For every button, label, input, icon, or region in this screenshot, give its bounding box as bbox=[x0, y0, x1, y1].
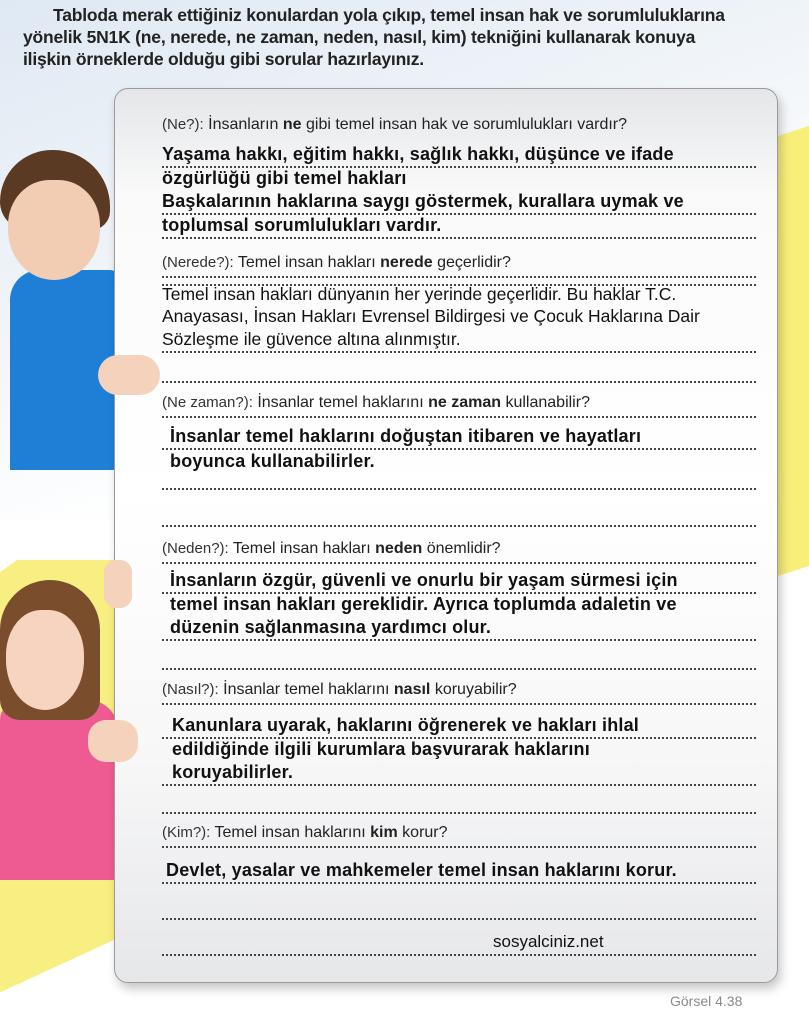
question-text: İnsanlar temel haklarını bbox=[223, 681, 390, 698]
watermark-text: sosyalciniz.net bbox=[493, 932, 604, 951]
boy-illustration bbox=[0, 140, 120, 470]
blank-answer-line[interactable] bbox=[162, 359, 756, 383]
blank-answer-line[interactable] bbox=[162, 466, 756, 490]
question-kim bbox=[162, 824, 756, 848]
question-text: kullanabilir? bbox=[505, 394, 590, 411]
answer-line[interactable]: Kanunlara uyarak, haklarını öğrenerek ve hakları ihlal bbox=[162, 715, 756, 739]
question-label: (Neden?): bbox=[162, 540, 229, 557]
girl-hand-top bbox=[104, 560, 132, 608]
answer-line[interactable]: Anayasası, İnsan Hakları Evrensel Bildirgesi ve Çocuk Haklarına Dair bbox=[162, 306, 700, 326]
question-text: Temel insan hakları bbox=[237, 254, 376, 271]
question-text: korur? bbox=[402, 824, 448, 841]
question-text: önemlidir? bbox=[426, 540, 501, 557]
boy-hand bbox=[98, 355, 160, 395]
girl-face bbox=[6, 610, 84, 710]
blank-answer-line[interactable] bbox=[162, 932, 756, 956]
answer-line[interactable]: özgürlüğü gibi temel hakları bbox=[162, 168, 407, 188]
boy-face bbox=[8, 180, 100, 280]
answer-line[interactable]: düzenin sağlanmasına yardımcı olur. bbox=[162, 617, 756, 641]
figure-caption: Görsel 4.38 bbox=[670, 993, 743, 1009]
answer-line[interactable]: toplumsal sorumlulukları vardır. bbox=[162, 215, 756, 239]
question-text: Temel insan hakları bbox=[232, 540, 371, 557]
question-keyword: kim bbox=[370, 824, 398, 841]
answer-line[interactable]: Başkalarının haklarına saygı göstermek, kurallara uymak ve bbox=[162, 191, 756, 215]
question-label: (Nasıl?): bbox=[162, 681, 219, 698]
blank-answer-line[interactable] bbox=[162, 503, 756, 527]
question-keyword: nasıl bbox=[393, 681, 431, 698]
answer-line[interactable]: temel insan hakları gereklidir. Ayrıca toplumda adaletin ve bbox=[170, 594, 677, 614]
question-label: (Ne?): bbox=[162, 116, 204, 133]
instructions-paragraph bbox=[23, 4, 793, 70]
question-label: (Ne zaman?): bbox=[162, 394, 253, 411]
question-ne-zaman bbox=[162, 394, 756, 418]
question-text: geçerlidir? bbox=[437, 254, 511, 271]
question-nasil bbox=[162, 681, 756, 705]
question-keyword: nerede bbox=[380, 254, 433, 271]
instructions-line-2: yönelik 5N1K (ne, nerede, ne zaman, neden, nasıl, kim) tekniğini kullanarak konuya bbox=[23, 27, 696, 47]
answer-line[interactable]: edildiğinde ilgili kurumlara başvurarak haklarını bbox=[172, 739, 590, 759]
blank-answer-line[interactable] bbox=[162, 790, 756, 814]
question-keyword: ne bbox=[282, 116, 302, 133]
question-keyword: neden bbox=[375, 540, 423, 557]
question-text: gibi temel insan hak ve sorumlulukları vardır? bbox=[305, 116, 628, 133]
question-ne bbox=[162, 116, 756, 138]
question-label: (Kim?): bbox=[162, 824, 211, 841]
dotted-rule bbox=[162, 284, 756, 286]
blank-answer-line[interactable] bbox=[162, 646, 756, 670]
girl-hand bbox=[88, 720, 138, 762]
answer-line[interactable]: İnsanların özgür, güvenli ve onurlu bir yaşam sürmesi için bbox=[162, 570, 756, 594]
instructions-line-3: ilişkin örneklerde olduğu gibi sorular hazırlayınız. bbox=[23, 49, 424, 69]
question-label: (Nerede?): bbox=[162, 254, 234, 271]
question-text: Temel insan haklarını bbox=[214, 824, 366, 841]
instructions-line-1: Tabloda merak ettiğiniz konulardan yola çıkıp, temel insan hak ve sorumluluklarına bbox=[53, 5, 725, 25]
answer-line[interactable]: Devlet, yasalar ve mahkemeler temel insan haklarını korur. bbox=[162, 860, 756, 884]
answer-line[interactable]: koruyabilirler. bbox=[162, 762, 756, 786]
question-text: koruyabilir? bbox=[434, 681, 517, 698]
answer-line[interactable]: Temel insan hakları dünyanın her yerinde geçerlidir. Bu haklar T.C. bbox=[162, 284, 677, 304]
question-text: İnsanların bbox=[208, 116, 279, 133]
answer-line[interactable]: Yaşama hakkı, eğitim hakkı, sağlık hakkı, düşünce ve ifade bbox=[162, 144, 756, 168]
question-keyword: ne zaman bbox=[428, 394, 502, 411]
question-text: İnsanlar temel haklarını bbox=[257, 394, 424, 411]
question-neden bbox=[162, 540, 756, 564]
blank-answer-line[interactable] bbox=[162, 896, 756, 920]
question-nerede bbox=[162, 254, 756, 278]
answer-line[interactable]: boyunca kullanabilirler. bbox=[170, 451, 375, 471]
answer-line[interactable]: İnsanlar temel haklarını doğuştan itibaren ve hayatları bbox=[162, 426, 756, 450]
answer-line[interactable]: Sözleşme ile güvence altına alınmıştır. bbox=[162, 329, 756, 353]
